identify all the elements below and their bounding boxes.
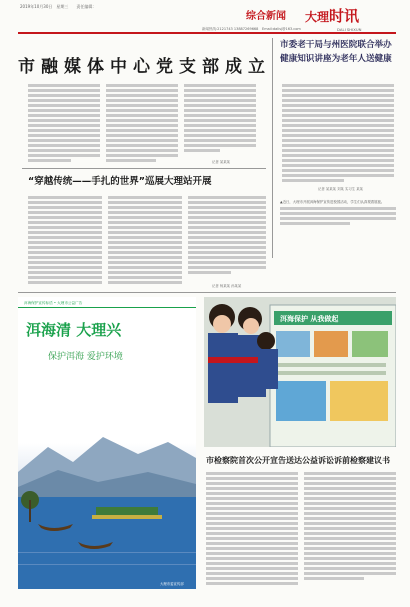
photo-caption-text: ▲近日，大理市开展洱海保护宣传进校园活动，学生们认真观看展板。 — [280, 200, 385, 204]
student-uniform — [208, 333, 238, 403]
student-uniform — [258, 349, 278, 389]
board-picture — [330, 381, 388, 421]
photo-caption — [280, 200, 396, 250]
main-headline: 市融媒体中心党支部成立 — [18, 57, 271, 77]
feature-col-1 — [28, 196, 102, 286]
board-picture — [276, 381, 326, 421]
date-line: 2019年10月30日 星期三 责任编辑： — [20, 4, 97, 9]
side-story-body — [282, 84, 394, 184]
lower-section-rule — [18, 292, 396, 293]
ad-slogan-main: 洱海清 大理兴 — [26, 321, 122, 339]
main-story-byline: 记者 某某某 — [212, 160, 231, 164]
feature-top-rule — [22, 168, 266, 169]
board-picture — [314, 331, 348, 357]
tree-trunk — [29, 500, 31, 522]
ad-lake-scene — [18, 392, 196, 589]
lower-story-col-1 — [206, 472, 298, 588]
student-face — [243, 318, 259, 334]
email-line: Email:dalisj@163.com — [262, 27, 301, 31]
water-ripple — [18, 552, 196, 553]
lower-story-col-2 — [304, 472, 396, 588]
ad-slogan-sub: 保护洱海 爱护环境 — [48, 352, 123, 362]
island-shore — [92, 515, 162, 519]
feature-col-2 — [108, 196, 182, 286]
contact-line: 新闻热线:2121743 13887269668 — [202, 27, 259, 31]
display-board — [270, 305, 396, 447]
board-title: 洱海保护 从我做起 — [280, 315, 339, 323]
brand-prefix: 大理 — [305, 10, 330, 24]
water-ripple — [18, 564, 196, 565]
student-head — [257, 332, 275, 350]
ad-footer: 大理市委宣传部 — [160, 582, 184, 586]
board-picture — [276, 331, 310, 357]
main-story-col-1 — [28, 84, 100, 164]
side-story-byline: 记者 某某某 刘某 实习生 某某 — [318, 187, 363, 191]
brand-logo — [305, 5, 359, 26]
news-photo — [204, 297, 396, 447]
feature-headline: “穿越传统——手扎的世界”巡展大理站开展 — [28, 176, 212, 187]
brand-suffix: 时讯 — [329, 7, 360, 25]
feature-col-3 — [188, 196, 266, 276]
main-story-col-3 — [184, 84, 256, 164]
ad-top-line: 洱海保护宣传标语 • 大理市公益广告 — [24, 301, 83, 305]
column-divider — [272, 38, 273, 258]
board-text-line — [276, 371, 386, 375]
header-rule — [18, 32, 396, 34]
board-text-line — [276, 363, 386, 367]
brand-pinyin: DALI SHIXUN — [337, 27, 362, 32]
ad-block — [18, 297, 196, 589]
section-title: 综合新闻 — [246, 11, 286, 22]
feature-byline: 记者 杨某某 孙某某 — [212, 284, 242, 288]
ad-top-rule — [18, 307, 196, 308]
board-picture — [352, 331, 388, 357]
side-headline: 市委老干局与州医院联合举办健康知识讲座为老年人送健康 — [280, 40, 392, 64]
student-face — [213, 315, 231, 333]
uniform-stripe — [208, 357, 238, 363]
lower-headline: 市检察院首次公开宣告送达公益诉讼诉前检察建议书 — [206, 455, 390, 465]
main-story-col-2 — [106, 84, 178, 164]
